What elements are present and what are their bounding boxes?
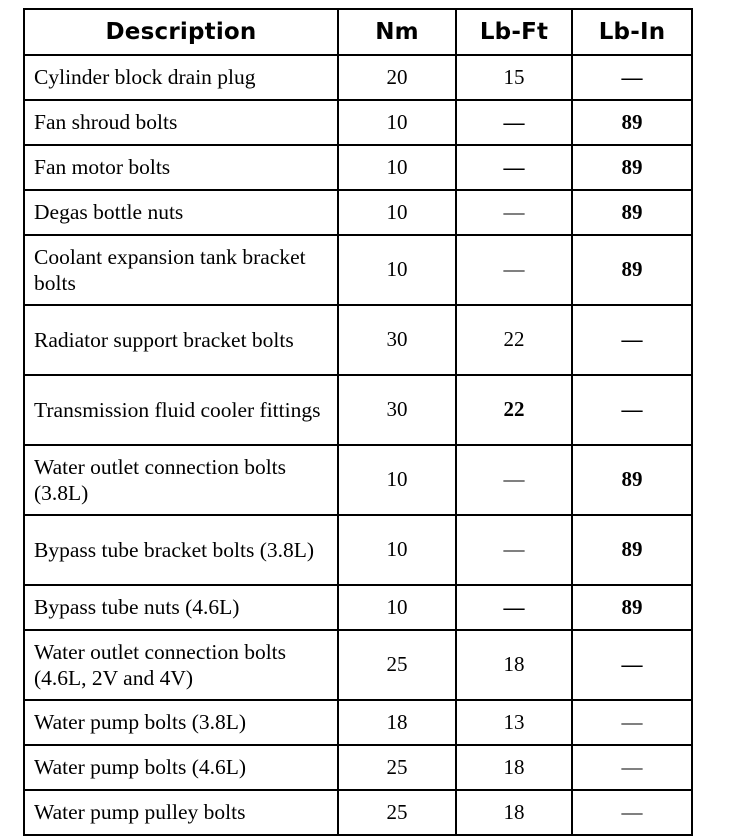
- cell-lbft: —: [456, 100, 572, 145]
- cell-lbft: 22: [456, 375, 572, 445]
- cell-nm: 10: [338, 235, 456, 305]
- cell-lbft: —: [456, 445, 572, 515]
- cell-nm: 10: [338, 585, 456, 630]
- table-row: [24, 190, 692, 235]
- table-row: [24, 790, 692, 835]
- cell-nm: 25: [338, 790, 456, 835]
- cell-description: Radiator support bracket bolts: [24, 305, 338, 375]
- cell-description: Water outlet connection bolts (3.8L): [24, 445, 338, 515]
- cell-description: Water pump bolts (3.8L): [24, 700, 338, 745]
- column-header-description: Description: [24, 9, 338, 55]
- table-row: [24, 100, 692, 145]
- cell-description: Fan motor bolts: [24, 145, 338, 190]
- table-row: [24, 235, 692, 305]
- cell-lbin: 89: [572, 145, 692, 190]
- cell-description: Transmission fluid cooler fittings: [24, 375, 338, 445]
- cell-lbin: 89: [572, 100, 692, 145]
- table-row: [24, 55, 692, 100]
- cell-nm: 30: [338, 375, 456, 445]
- cell-lbin: —: [572, 55, 692, 100]
- cell-nm: 10: [338, 515, 456, 585]
- cell-lbft: —: [456, 585, 572, 630]
- cell-lbft: —: [456, 235, 572, 305]
- cell-lbin: 89: [572, 235, 692, 305]
- cell-description: Coolant expansion tank bracket bolts: [24, 235, 338, 305]
- cell-lbft: 18: [456, 745, 572, 790]
- cell-description: Bypass tube nuts (4.6L): [24, 585, 338, 630]
- cell-nm: 30: [338, 305, 456, 375]
- cell-description: Cylinder block drain plug: [24, 55, 338, 100]
- cell-lbin: 89: [572, 515, 692, 585]
- table-header: [24, 9, 692, 55]
- table-row: [24, 585, 692, 630]
- table-body: [24, 55, 692, 835]
- column-header-lbin: Lb-In: [572, 9, 692, 55]
- table-row: [24, 375, 692, 445]
- cell-lbft: —: [456, 515, 572, 585]
- cell-description: Fan shroud bolts: [24, 100, 338, 145]
- cell-lbin: —: [572, 630, 692, 700]
- cell-lbft: 22: [456, 305, 572, 375]
- cell-lbft: —: [456, 145, 572, 190]
- table-row: [24, 445, 692, 515]
- table-row: [24, 630, 692, 700]
- cell-lbin: —: [572, 790, 692, 835]
- cell-lbft: 18: [456, 790, 572, 835]
- cell-lbin: —: [572, 745, 692, 790]
- table-row: [24, 145, 692, 190]
- column-header-lbft: Lb-Ft: [456, 9, 572, 55]
- cell-lbin: 89: [572, 585, 692, 630]
- cell-lbin: —: [572, 375, 692, 445]
- column-header-nm: Nm: [338, 9, 456, 55]
- cell-lbin: —: [572, 305, 692, 375]
- cell-description: Water pump bolts (4.6L): [24, 745, 338, 790]
- cell-description: Bypass tube bracket bolts (3.8L): [24, 515, 338, 585]
- cell-nm: 10: [338, 190, 456, 235]
- cell-nm: 10: [338, 445, 456, 515]
- cell-nm: 10: [338, 100, 456, 145]
- table-row: [24, 745, 692, 790]
- cell-lbft: —: [456, 190, 572, 235]
- cell-description: Water outlet connection bolts (4.6L, 2V and 4V): [24, 630, 338, 700]
- cell-lbin: 89: [572, 445, 692, 515]
- cell-description: Water pump pulley bolts: [24, 790, 338, 835]
- cell-lbin: —: [572, 700, 692, 745]
- cell-nm: 18: [338, 700, 456, 745]
- torque-specifications-table: [23, 8, 693, 836]
- cell-lbin: 89: [572, 190, 692, 235]
- cell-lbft: 18: [456, 630, 572, 700]
- cell-lbft: 13: [456, 700, 572, 745]
- table-row: [24, 515, 692, 585]
- cell-nm: 25: [338, 630, 456, 700]
- table-header-row: [24, 9, 692, 55]
- table-row: [24, 700, 692, 745]
- table-row: [24, 305, 692, 375]
- cell-nm: 20: [338, 55, 456, 100]
- cell-lbft: 15: [456, 55, 572, 100]
- cell-nm: 25: [338, 745, 456, 790]
- cell-description: Degas bottle nuts: [24, 190, 338, 235]
- cell-nm: 10: [338, 145, 456, 190]
